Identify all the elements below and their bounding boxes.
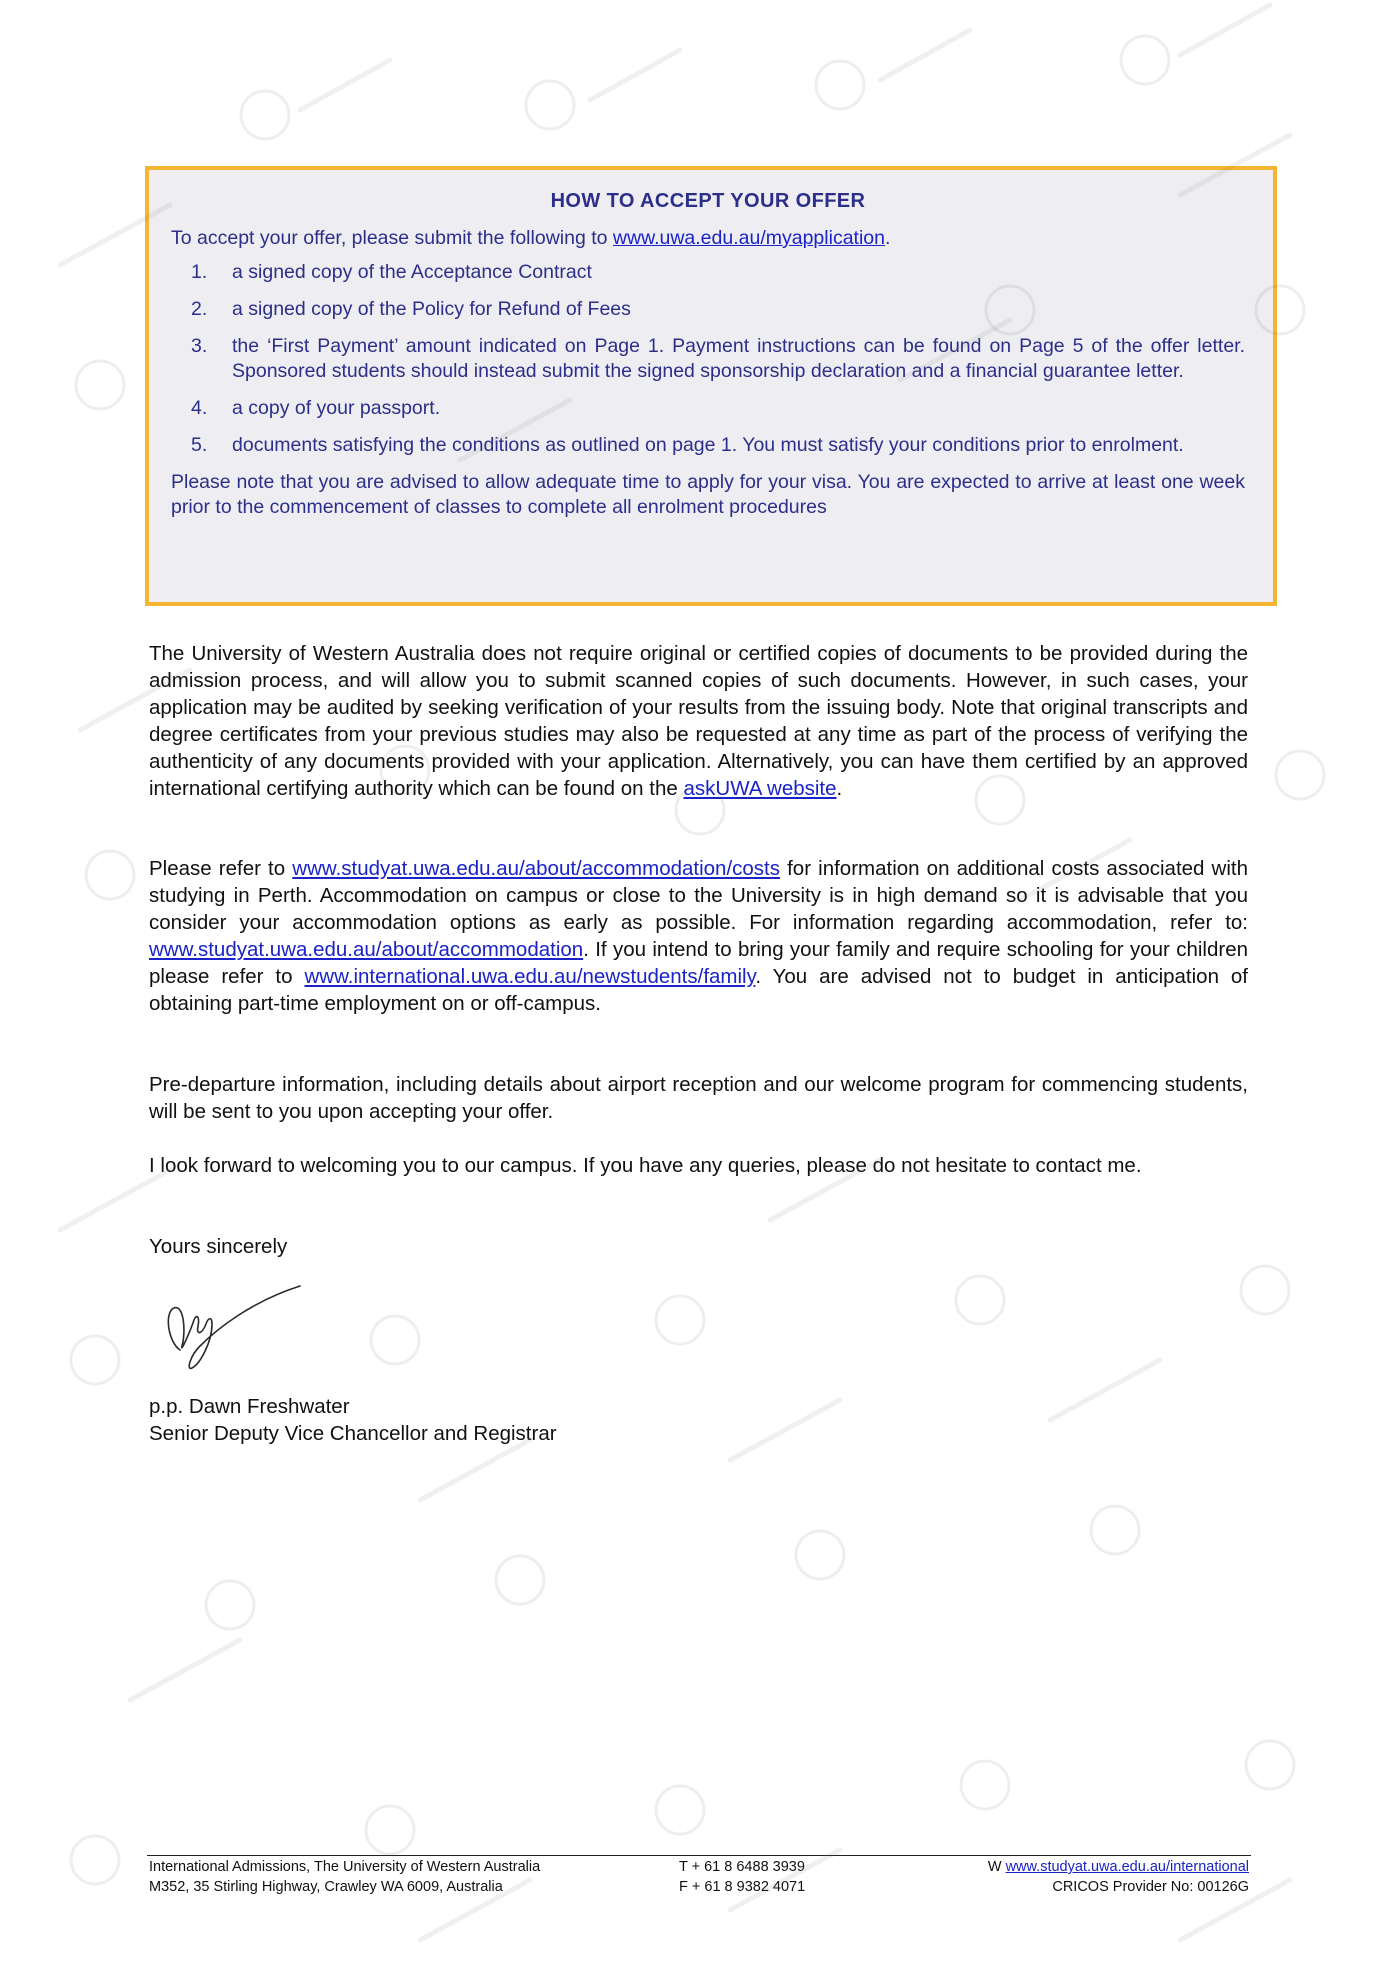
international-web-link[interactable]: www.studyat.uwa.edu.au/international [1005,1859,1249,1875]
accommodation-text-c: . If you intend to bring your family and require schooling for your children please refer to [149,938,1248,988]
signature-image [160,1272,310,1372]
pre-departure-paragraph [149,1071,1248,1125]
footer-web [988,1857,1249,1897]
family-link[interactable]: www.international.uwa.edu.au/newstudents/family [304,965,756,988]
signatory-block [149,1393,557,1447]
offer-intro-end: . [884,227,891,249]
list-item-text: a copy of your passport. [232,397,441,419]
list-item [171,260,1245,285]
askuwa-link[interactable]: askUWA website [683,777,837,800]
accommodation-text-d: . You are advised not to budget in anticipation of obtaining part-time employment on or off-campus. [149,965,1249,1015]
accommodation-costs-link[interactable]: www.studyat.uwa.edu.au/about/accommodation/costs [292,857,780,880]
list-item-text: a signed copy of the Acceptance Contract [232,261,592,283]
footer-cricos: CRICOS Provider No: 00126G [1052,1879,1249,1895]
list-item-text: documents satisfying the conditions as outlined on page 1. You must satisfy your conditions prior to enrolment. [232,434,1184,456]
welcome-text: I look forward to welcoming you to our campus. If you have any queries, please do not hesitate to contact me. [149,1154,1142,1177]
signature-stroke [168,1286,300,1368]
list-item [171,433,1245,458]
list-item-number: 4. [191,397,208,419]
footer-web-line [988,1857,1249,1877]
myapplication-link[interactable]: www.uwa.edu.au/myapplication [612,227,885,249]
list-item-number: 3. [191,335,208,357]
visa-note: Please note that you are advised to allow adequate time to apply for your visa. You are expected to arrive at least one week prior to the commencement of classes to complete all enrolment procedures [171,471,1245,518]
footer-address-line1: International Admissions, The University of Western Australia [149,1859,541,1875]
accommodation-text-a: Please refer to [149,857,293,880]
footer-web-prefix: W [987,1859,1006,1875]
footer-fax: F + 61 8 9382 4071 [679,1879,806,1895]
footer-divider [147,1855,1251,1856]
list-item [171,334,1245,384]
footer-phone: T + 61 8 6488 3939 [679,1859,805,1875]
signatory-title: Senior Deputy Vice Chancellor and Registrar [149,1422,557,1445]
list-item-number: 2. [191,298,208,320]
how-to-accept-box [145,166,1277,606]
offer-intro-text: To accept your offer, please submit the following to [171,227,613,249]
list-item [171,396,1245,421]
footer-address [149,1857,540,1897]
signatory-name: p.p. Dawn Freshwater [149,1395,350,1418]
accommodation-paragraph [149,855,1248,1017]
list-item-text: a signed copy of the Policy for Refund of Fees [232,298,631,320]
list-item-number: 5. [191,434,208,456]
footer-contact [679,1857,805,1897]
list-item-text: the ‘First Payment’ amount indicated on Page 1. Payment instructions can be found on Page 5 of the offer letter. Sponsored students should instead submit the signed sponsorship declaration and a financial guarantee letter. [232,335,1245,382]
closing: Yours sincerely [149,1235,288,1258]
offer-box-intro [171,227,1245,250]
offer-box-title: HOW TO ACCEPT YOUR OFFER [550,190,866,212]
accommodation-link[interactable]: www.studyat.uwa.edu.au/about/accommodation [149,938,584,961]
documents-end: . [836,777,843,800]
welcome-paragraph [149,1152,1248,1179]
footer-address-line2: M352, 35 Stirling Highway, Crawley WA 6009, Australia [149,1879,503,1895]
documents-paragraph [149,640,1248,802]
accommodation-text-b: for information on additional costs associated with studying in Perth. Accommodation on campus or close to the University is in high demand so it is advisable that you consider your accommodation options as early as possible. For information regarding accommodation, refer to: [149,857,1249,934]
list-item [171,297,1245,322]
acceptance-steps-list [171,260,1245,458]
list-item-number: 1. [191,261,208,283]
documents-text: The University of Western Australia does not require original or certified copies of documents to be provided during the admission process, and will allow you to submit scanned copies of such documents. However, in such cases, your application may be audited by seeking verification of your results from the issuing body. Note that original transcripts and degree certificates from your previous studies may also be requested at any time as part of the process of verifying the authenticity of any documents provided with your application. Alternatively, you can have them certified by an approved international certifying authority which can be found on the [149,642,1248,800]
pre-departure-text: Pre-departure information, including details about airport reception and our welcome program for commencing students, will be sent to you upon accepting your offer. [149,1073,1248,1123]
